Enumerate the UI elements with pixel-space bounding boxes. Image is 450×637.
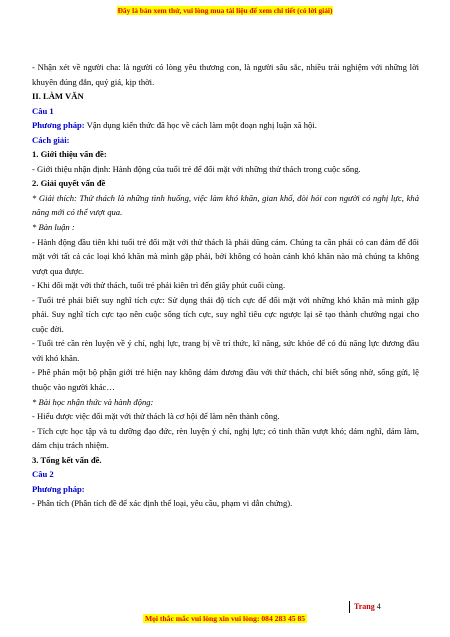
intro-paragraph: - Giới thiệu nhận định: Hành động của tuổi trẻ để đối mặt với những thử thách trong cuộc sống.: [32, 163, 361, 174]
method-label-2: Phương pháp:: [32, 483, 85, 494]
solution-label: Cách giải:: [32, 134, 70, 145]
solve-heading: 2. Giải quyết vấn đề: [32, 178, 106, 189]
lesson-paragraph-2: - Tích cực học tập và tu dưỡng đạo đức, rèn luyện ý chí, nghị lực; có tinh thần vượt khó; dám nghĩ, dám làm, dám chịu trách nhiệm.: [32, 425, 419, 451]
discussion-paragraph-4: - Tuổi trẻ cần rèn luyện về ý chí, nghị lực, trang bị về trí thức, kĩ năng, sức khỏe để có đủ năng lực đương đầu với khó khăn.: [32, 338, 419, 363]
analysis-paragraph: - Phân tích (Phân tích đề để xác định thể loại, yêu cầu, phạm vi dẫn chứng).: [32, 498, 293, 509]
footer-contact-banner: [0, 614, 450, 623]
page-number: 4: [376, 602, 381, 611]
page-label: Trang: [354, 602, 375, 611]
lesson-paragraph-1: - Hiểu được việc đối mặt với thử thách là cơ hội để làm nên thành công.: [32, 411, 280, 422]
section-heading-lam-van: II. LÀM VĂN: [32, 91, 84, 102]
footer-contact-text: Mọi thắc mắc vui lòng xin vui lòng: 084 283 45 85: [144, 614, 306, 623]
intro-heading: 1. Giới thiệu vấn đề:: [32, 149, 107, 160]
father-comment-paragraph: - Nhận xét về người cha: là người có lòng yêu thương con, là người sâu sắc, nhiều trải nghiệm với những lời khuyên đúng đắn, quý giá, kịp thời.: [32, 62, 419, 87]
conclusion-heading: 3. Tổng kết vấn đề.: [32, 454, 102, 465]
method-paragraph-1: [32, 118, 419, 133]
discussion-label: * Bàn luận :: [32, 222, 75, 233]
method-label: Phương pháp:: [32, 120, 85, 131]
method-text: Vận dụng kiến thức đã học về cách làm một đoạn nghị luận xã hội.: [84, 120, 317, 131]
preview-notice-text: Đây là bản xem thử, vui lòng mua tài liệu để xem chi tiết (có lời giải): [117, 6, 333, 15]
question-2-heading: Câu 2: [32, 469, 54, 480]
discussion-paragraph-3: - Tuổi trẻ phải biết suy nghĩ tích cực: Sử dụng thái độ tích cực để đối mặt với những khó khăn mà mình gặp phải. Suy nghĩ tích cực tạo nên cuộc sống tích cực, suy nghĩ tiêu cực ngược lại sẽ tạo thành chướng ngại cho cuộc đời.: [32, 294, 419, 334]
preview-notice-banner: [0, 6, 450, 15]
discussion-paragraph-1: - Hành động đầu tiên khi tuổi trẻ đối mặt với thử thách là phải dũng cảm. Chúng ta cần phải có can đảm để đối mặt với tất cả các loại khó khăn mà mình gặp phải, bởi không có hoàn cảnh khó khăn nào mà chúng ta không vượt qua được.: [32, 236, 419, 276]
document-body: [32, 60, 419, 511]
question-1-heading: Câu 1: [32, 105, 54, 116]
discussion-paragraph-5: - Phê phán một bộ phận giới trẻ hiện nay không dám đương đầu với thử thách, chỉ biết sống nhờ, sống gửi, lệ thuộc vào người khác…: [32, 367, 419, 393]
explain-paragraph: * Giải thích: Thử thách là những tình huống, việc làm khó khăn, gian khổ, đòi hỏi con người có nghị lực, khả năng mới có thể vượt qua.: [32, 192, 419, 218]
page-number-box: [349, 601, 381, 613]
lesson-label: * Bài học nhận thức và hành động:: [32, 396, 154, 407]
discussion-paragraph-2: - Khi đối mặt với thử thách, tuổi trẻ phải kiên trì đến giây phút cuối cùng.: [32, 280, 286, 291]
